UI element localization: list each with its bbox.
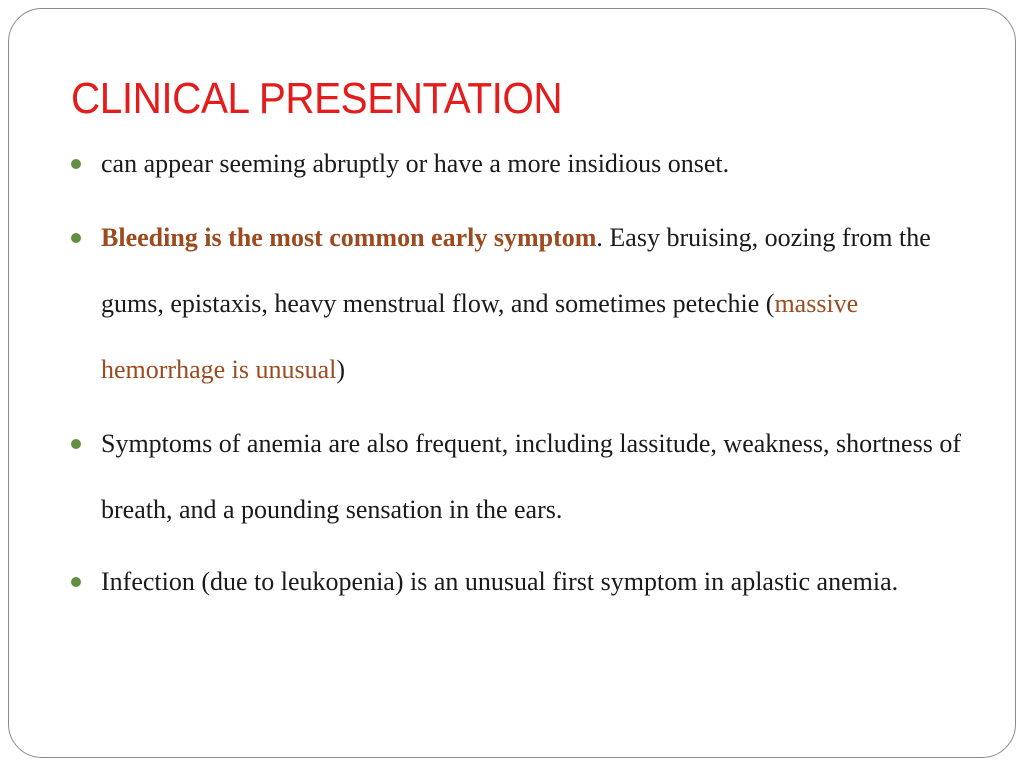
slide-title: CLINICAL PRESENTATION <box>71 74 563 123</box>
emphasis-text: massive hemorrhage is unusual <box>101 289 859 384</box>
bullet-text-continuation: . Easy bruising, oozing from the gums, epistaxis, heavy menstrual flow, and sometimes petechie ( <box>101 223 931 318</box>
bullet-dot-icon <box>71 439 81 449</box>
bullet-text-end: ) <box>336 355 346 384</box>
bullet-item <box>71 411 971 543</box>
highlight-text: Bleeding is the most common early symptom <box>101 223 597 252</box>
slide-frame <box>8 8 1016 758</box>
bullet-dot-icon <box>71 159 81 169</box>
bullet-item <box>71 205 971 403</box>
bullet-dot-icon <box>71 577 81 587</box>
bullet-text <box>101 205 971 403</box>
bullet-text: Infection (due to leukopenia) is an unusual first symptom in aplastic anemia. <box>101 567 899 596</box>
bullet-text: can appear seeming abruptly or have a more insidious onset. <box>101 149 730 178</box>
bullet-dot-icon <box>71 233 81 243</box>
bullet-text: Symptoms of anemia are also frequent, including lassitude, weakness, shortness of breath, and a pounding sensation in the ears. <box>101 429 961 524</box>
bullet-item <box>71 131 971 197</box>
bullet-item <box>71 549 971 615</box>
